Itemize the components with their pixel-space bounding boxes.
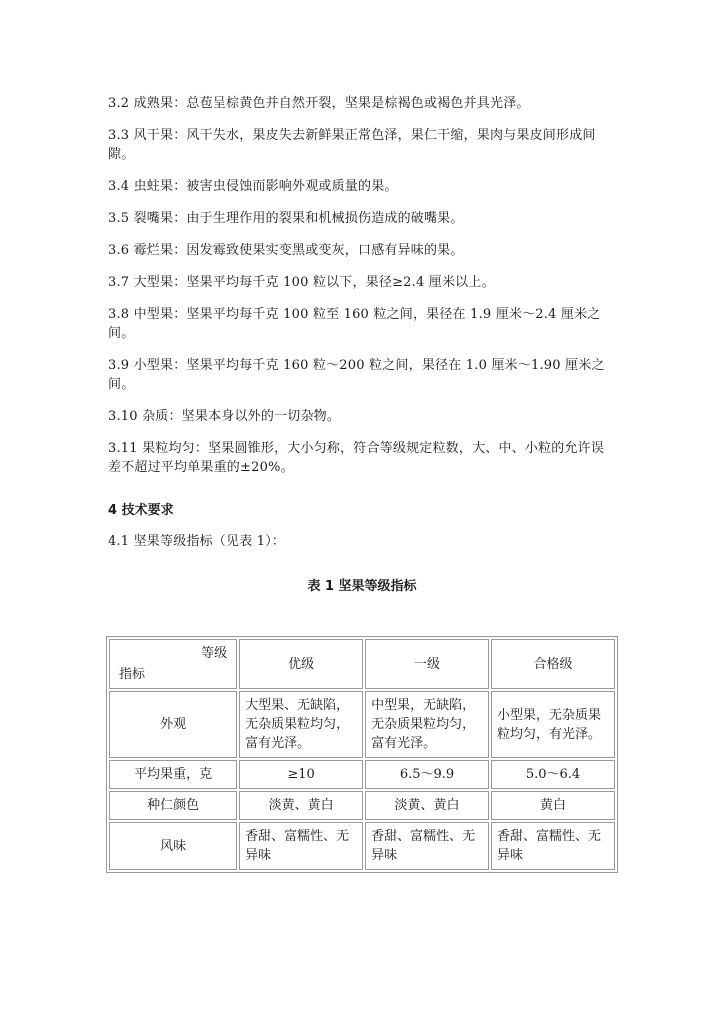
definition-3-11: 3.11 果粒均匀：坚果圆锥形，大小匀称，符合等级规定粒数，大、中、小粒的允许误差不超过平均单果重的±20%。	[108, 441, 605, 475]
corner-label-indicator: 指标	[119, 667, 146, 682]
table-cell: 淡黄、黄白	[239, 791, 363, 820]
table-cell: 小型果，无杂质果粒均匀，有光泽。	[491, 691, 615, 758]
table-cell: 6.5～9.9	[365, 760, 489, 789]
section-intro: 4.1 坚果等级指标（见表 1）：	[108, 534, 286, 549]
column-header: 优级	[239, 639, 363, 689]
definition-3-10: 3.10 杂质：坚果本身以外的一切杂物。	[108, 409, 341, 424]
definition-3-7: 3.7 大型果：坚果平均每千克 100 粒以下，果径≥2.4 厘米以上。	[108, 275, 495, 290]
table-row	[109, 791, 615, 820]
table-cell: 5.0～6.4	[491, 760, 615, 789]
definition-3-5: 3.5 裂嘴果：由于生理作用的裂果和机械损伤造成的破嘴果。	[108, 211, 464, 226]
document-body	[108, 94, 616, 608]
corner-label-grade: 等级	[201, 646, 228, 661]
definition-3-3: 3.3 风干果：风干失水，果皮失去新鲜果正常色泽，果仁干缩，果肉与果皮间形成间隙。	[108, 128, 596, 162]
row-label: 外观	[109, 691, 237, 758]
column-header: 合格级	[491, 639, 615, 689]
table-cell: 香甜、富糯性、无异味	[365, 822, 489, 870]
table-title: 表 1 坚果等级指标	[307, 579, 417, 594]
table-cell: 香甜、富糯性、无异味	[239, 822, 363, 870]
table-row	[109, 822, 615, 870]
table-cell: 大型果、无缺陷，无杂质果粒均匀，富有光泽。	[239, 691, 363, 758]
table-cell: 中型果，无缺陷，无杂质果粒均匀，富有光泽。	[365, 691, 489, 758]
table-header-row	[109, 639, 615, 689]
grade-table	[106, 636, 618, 873]
table-cell: ≥10	[239, 760, 363, 789]
table-row	[109, 691, 615, 758]
row-label: 平均果重，克	[109, 760, 237, 789]
table-cell: 黄白	[491, 791, 615, 820]
column-header: 一级	[365, 639, 489, 689]
definition-3-8: 3.8 中型果：坚果平均每千克 100 粒至 160 粒之间，果径在 1.9 厘米～2.4 厘米之间。	[108, 307, 601, 341]
section-heading: 4 技术要求	[108, 503, 174, 518]
definition-3-6: 3.6 霉烂果：因发霉致使果实变黑或变灰，口感有异味的果。	[108, 243, 464, 258]
table-row	[109, 760, 615, 789]
definition-3-2: 3.2 成熟果：总苞呈棕黄色并自然开裂，坚果是棕褐色或褐色并具光泽。	[108, 96, 530, 111]
row-label: 种仁颜色	[109, 791, 237, 820]
table-corner-cell	[109, 639, 237, 689]
definition-3-4: 3.4 虫蛀果：被害虫侵蚀而影响外观或质量的果。	[108, 179, 398, 194]
table-cell: 淡黄、黄白	[365, 791, 489, 820]
row-label: 风味	[109, 822, 237, 870]
definition-3-9: 3.9 小型果：坚果平均每千克 160 粒～200 粒之间，果径在 1.0 厘米～1.90 厘米之间。	[108, 358, 605, 392]
table-cell: 香甜、富糯性、无异味	[491, 822, 615, 870]
